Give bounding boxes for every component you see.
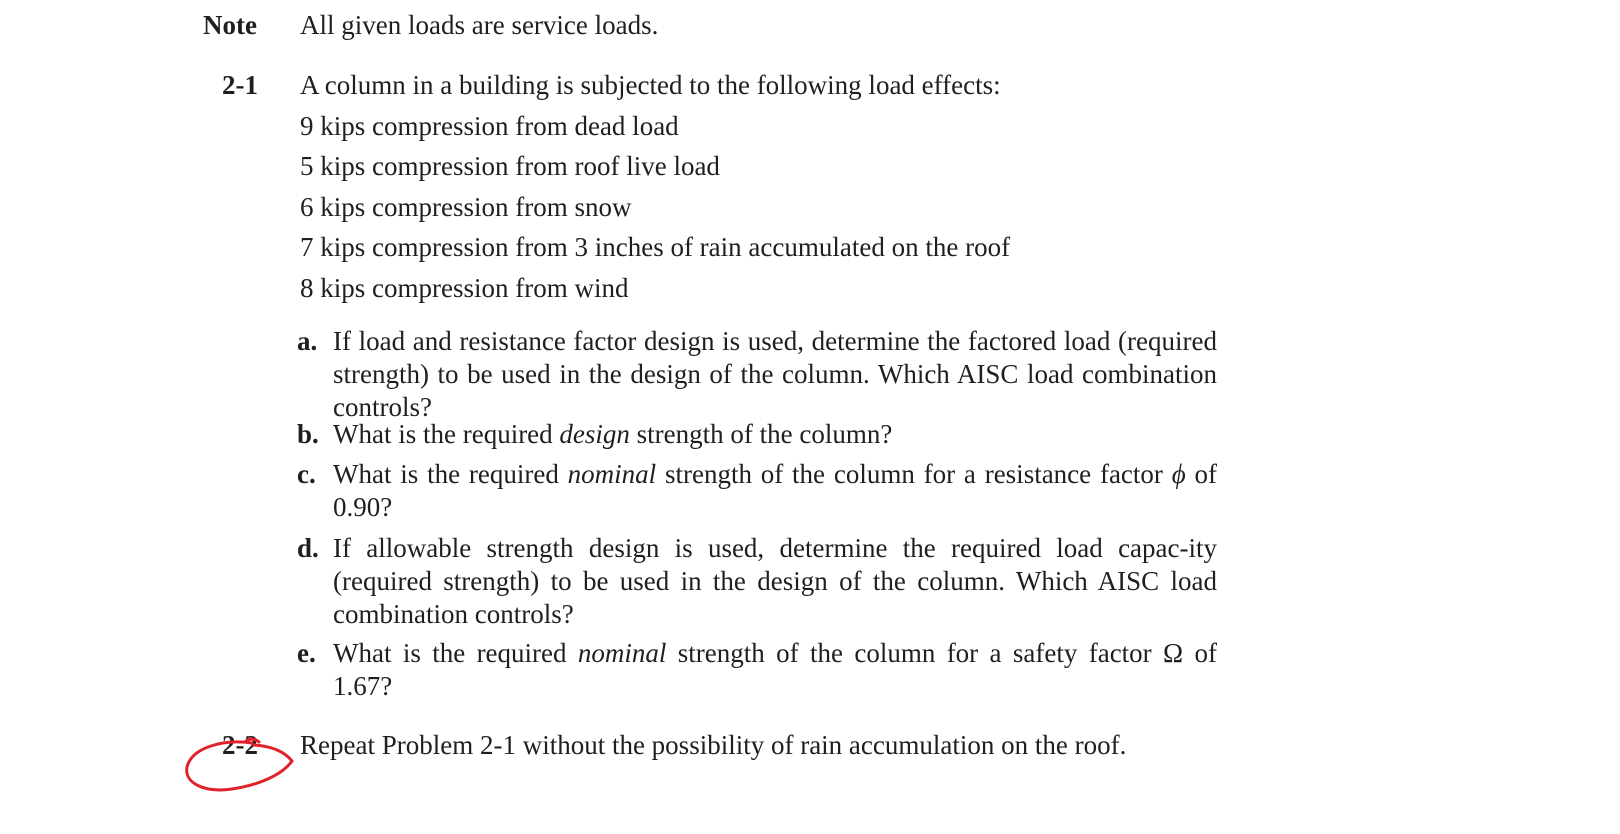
load-item: [300, 268, 628, 308]
phi-symbol: ϕ: [1171, 459, 1186, 489]
note-label: Note: [203, 10, 257, 40]
problem-2-2-number: 2-2: [222, 730, 258, 760]
part-e-text-after: of 1.67?: [333, 638, 1217, 701]
load-item: [300, 106, 679, 146]
problem-2-2-text: Repeat Problem 2-1 without the possibility of rain accumulation on the roof.: [300, 730, 1127, 760]
part-b-text-after: strength of the column?: [629, 419, 893, 449]
circle-stroke: [187, 739, 292, 790]
load-snow: 6 kips compression from snow: [300, 192, 632, 222]
red-circle-annotation: [184, 737, 304, 797]
part-e-text: [333, 637, 1217, 703]
part-c: [297, 458, 1217, 524]
load-item: [300, 187, 631, 227]
part-c-text: [333, 458, 1217, 524]
load-roof-live: 5 kips compression from roof live load: [300, 151, 720, 181]
problem-2-2-body: [300, 729, 1217, 762]
load-dead: 9 kips compression from dead load: [300, 111, 679, 141]
part-d-letter: d.: [297, 533, 319, 563]
part-e-text-mid: strength of the column for a safety factor: [666, 638, 1164, 668]
part-a: [297, 325, 1217, 424]
load-item: [300, 146, 720, 186]
part-e-emphasis: nominal: [577, 638, 667, 668]
part-c-text-mid: strength of the column for a resistance factor: [656, 459, 1172, 489]
part-b-letter: b.: [297, 419, 319, 449]
note-text: All given loads are service loads.: [300, 10, 659, 40]
load-wind: 8 kips compression from wind: [300, 273, 629, 303]
problem-2-1-intro: A column in a building is subjected to the following load effects:: [300, 70, 1001, 100]
part-b-text-before: What is the required: [333, 419, 560, 449]
load-item: [300, 227, 1010, 267]
omega-symbol: Ω: [1163, 638, 1184, 668]
part-d: [297, 532, 1217, 631]
load-rain: 7 kips compression from 3 inches of rain accumulated on the roof: [300, 232, 1011, 262]
part-e-letter: e.: [297, 638, 316, 668]
part-c-text-before: What is the required: [333, 459, 568, 489]
part-c-text-after: of 0.90?: [333, 459, 1217, 522]
part-a-text: If load and resistance factor design is used, determine the factored load (required strength) to be used in the design of the column. Which AISC load combination controls?: [333, 326, 1217, 422]
part-e: [297, 637, 1217, 703]
part-a-letter: a.: [297, 326, 318, 356]
part-b-text: [333, 418, 1217, 451]
problem-2-1-number: 2-1: [222, 70, 258, 100]
part-d-text: If allowable strength design is used, determine the required load capac-ity (required strength) to be used in the design of the column. Which AISC load combination controls?: [333, 533, 1217, 629]
part-c-emphasis: nominal: [567, 459, 657, 489]
part-c-letter: c.: [297, 459, 316, 489]
part-e-text-before: What is the required: [333, 638, 578, 668]
part-b: [297, 418, 1217, 451]
part-b-emphasis: design: [559, 419, 630, 449]
